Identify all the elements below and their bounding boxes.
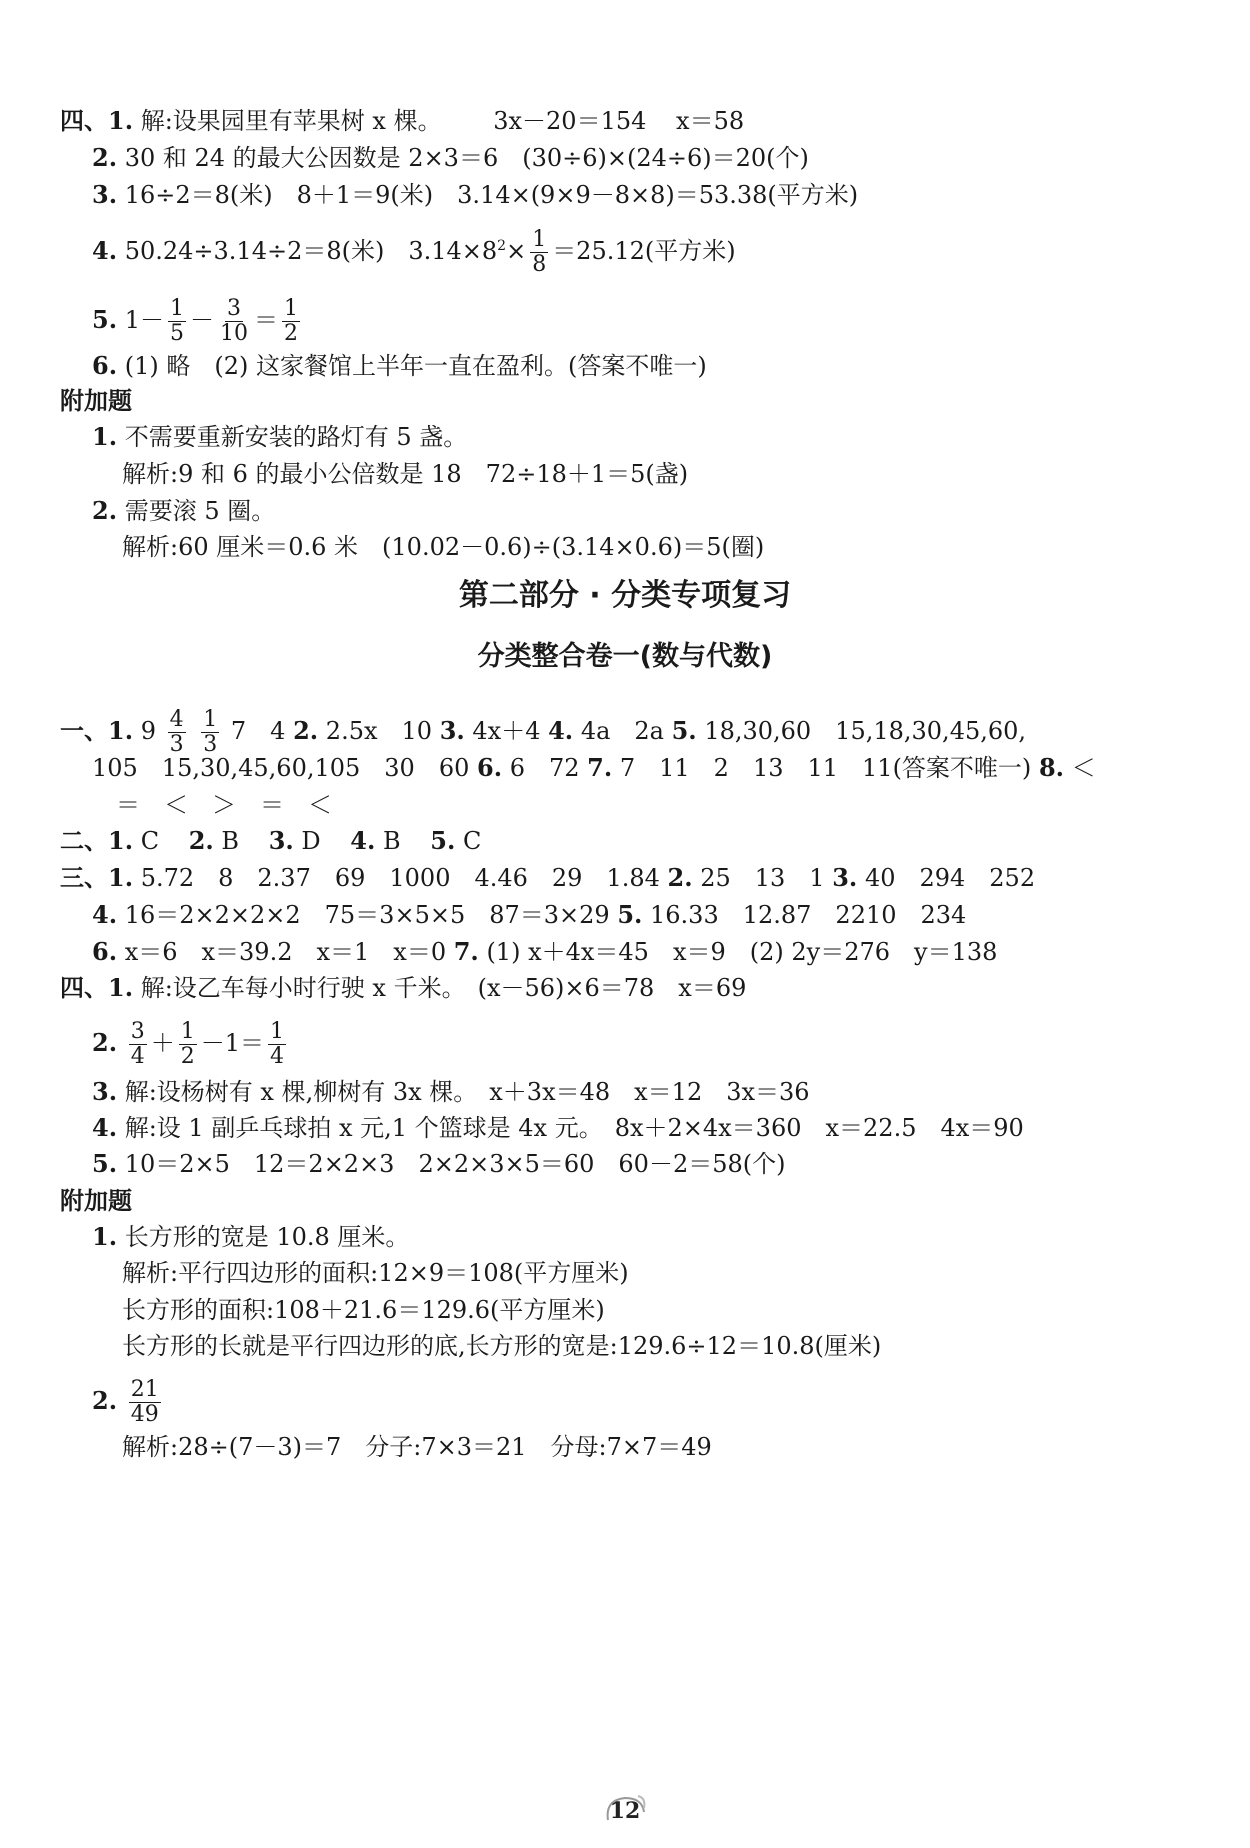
fraction: $\frac{1}{8}$ <box>532 227 547 277</box>
s3-line-3: 6. x＝6 x＝39.2 x＝1 x＝0 7. (1) x＋4x＝45 x＝9 (2) 2y＝276 y＝138 <box>92 937 998 966</box>
s4a-line-5: 5. 1－ $\frac{1}{5}$ － $\frac{3}{10}$ ＝ $\frac{1}{2}$ <box>92 296 298 346</box>
fraction: $\frac{1}{2}$ <box>180 1019 195 1069</box>
extra1-q1-analysis: 解析:9 和 6 的最小公倍数是 18 72÷18＋1＝5(盏) <box>122 460 689 488</box>
extra2-q1: 1. 长方形的宽是 10.8 厘米。 <box>92 1222 410 1251</box>
s4b-line-5: 5. 10＝2×5 12＝2×2×3 2×2×3×5＝60 60－2＝58(个) <box>92 1149 786 1178</box>
s4b-line-1: 四、1. 解:设乙车每小时行驶 x 千米。 (x－56)×6＝78 x＝69 <box>60 973 747 1002</box>
extra2-q2: 2. $\frac{21}{49}$ <box>92 1377 159 1427</box>
extra-heading: 附加题 <box>60 387 132 415</box>
fraction: $\frac{1}{4}$ <box>269 1019 284 1069</box>
s1-line-3: ＝ ＜ ＞ ＝ ＜ <box>116 791 332 819</box>
extra1-q2: 2. 需要滚 5 圈。 <box>92 496 276 525</box>
section-number: 四、1. <box>60 106 134 135</box>
extra2-q1-analysis-3: 长方形的长就是平行四边形的底,长方形的宽是:129.6÷12＝10.8(厘米) <box>122 1332 882 1360</box>
page-number: 12 <box>600 1790 650 1830</box>
fraction: $\frac{4}{3}$ <box>169 707 184 757</box>
fraction: $\frac{1}{5}$ <box>169 296 184 346</box>
s4a-line-2: 2. 30 和 24 的最大公因数是 2×3＝6 (30÷6)×(24÷6)＝20(个) <box>92 143 809 172</box>
extra2-q2-analysis: 解析:28÷(7－3)＝7 分子:7×3＝21 分母:7×7＝49 <box>122 1433 712 1461</box>
s3-line-2: 4. 16＝2×2×2×2 75＝3×5×5 87＝3×29 5. 16.33 12.87 2210 234 <box>92 900 967 929</box>
fraction: $\frac{3}{4}$ <box>130 1019 145 1069</box>
fraction: $\frac{3}{10}$ <box>219 296 248 346</box>
extra1-q1: 1. 不需要重新安装的路灯有 5 盏。 <box>92 422 468 451</box>
s4a-line-6: 6. (1) 略 (2) 这家餐馆上半年一直在盈利。(答案不唯一) <box>92 351 707 380</box>
extra2-q1-analysis-1: 解析:平行四边形的面积:12×9＝108(平方厘米) <box>122 1259 629 1287</box>
s1-line-2: 105 15,30,45,60,105 30 60 6. 6 72 7. 7 11 2 13 11 11(答案不唯一) 8. ＜ <box>92 753 1096 782</box>
extra1-q2-analysis: 解析:60 厘米＝0.6 米 (10.02－0.6)÷(3.14×0.6)＝5(圈) <box>122 533 765 561</box>
s3-line-1: 三、1. 5.72 8 2.37 69 1000 4.46 29 1.84 2. 25 13 1 3. 40 294 252 <box>60 863 1036 892</box>
s1-line-1: 一、1. 9 $\frac{4}{3}$ $\frac{1}{3}$ 7 4 2. 2.5x 10 3. 4x＋4 4. 4a 2a 5. 18,30,60 15,18,30,45,60, <box>60 707 1027 757</box>
fraction: $\frac{21}{49}$ <box>130 1377 159 1427</box>
s4a-line-1: 四、1. 解:设果园里有苹果树 x 棵。 3x－20＝154 x＝58 <box>60 106 745 135</box>
extra2-q1-analysis-2: 长方形的面积:108＋21.6＝129.6(平方厘米) <box>122 1296 605 1324</box>
s4a-line-4: 4. 50.24÷3.14÷2＝8(米) $3.14\times 8^2\times$ $\frac{1}{8}$ ＝25.12(平方米) <box>92 227 736 277</box>
fraction: $\frac{1}{3}$ <box>203 707 218 757</box>
part-title: 第二部分 · 分类专项复习 <box>458 578 792 613</box>
fraction: $\frac{1}{2}$ <box>283 296 298 346</box>
extra-heading: 附加题 <box>60 1187 132 1215</box>
s4b-line-3: 3. 解:设杨树有 x 棵,柳树有 3x 棵。 x＋3x＝48 x＝12 3x＝36 <box>92 1077 810 1106</box>
s4a-line-3: 3. 16÷2＝8(米) 8＋1＝9(米) 3.14×(9×9－8×8)＝53.38(平方米) <box>92 180 859 209</box>
s2-line-1: 二、1. C 2. B 3. D 4. B 5. C <box>60 826 482 855</box>
s4b-line-2: 2. $\frac{3}{4}$ ＋ $\frac{1}{2}$ －1＝ $\frac{1}{4}$ <box>92 1019 284 1069</box>
s4b-line-4: 4. 解:设 1 副乒乓球拍 x 元,1 个篮球是 4x 元。 8x＋2×4x＝360 x＝22.5 4x＝90 <box>92 1113 1024 1142</box>
sub-title: 分类整合卷一(数与代数) <box>477 641 773 672</box>
